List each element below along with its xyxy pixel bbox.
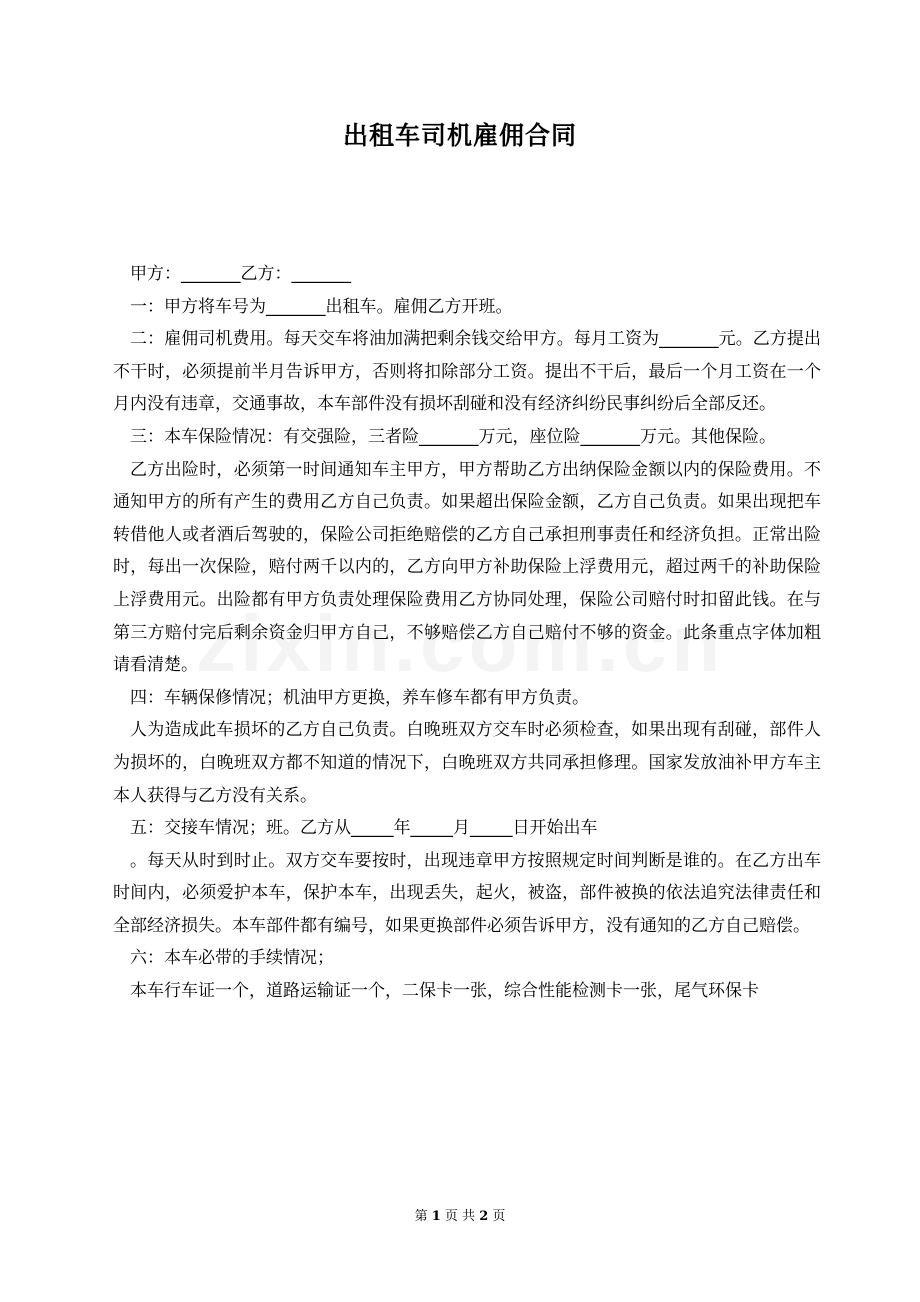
page-footer: [0, 1205, 920, 1224]
footer-current-page: 1: [431, 1209, 441, 1224]
clause-5: 五：交接车情况；班。乙方从_____年_____月_____日开始出车: [130, 818, 598, 839]
clause-4-detail: 人为造成此车损坏的乙方自己负责。白晚班双方交车时必须检查，如果出现有刮碰，部件人为损坏的，白晚班双方都不知道的情况下，白晚班双方共同承担修理。国家发放油补甲方车主本人获得与乙方没有关系。: [113, 720, 821, 806]
clause-3-detail: 乙方出险时，必须第一时间通知车主甲方，甲方帮助乙方出纳保险金额以内的保险费用。不通知甲方的所有产生的费用乙方自己负责。如果超出保险金额，乙方自己负责。如果出现把车转借他人或者酒后驾驶的，保险公司拒绝赔偿的乙方自己承担刑事责任和经济负担。正常出险时，每出一次保险，赔付两千以内的，乙方向甲方补助保险上浮费用元，超过两千的补助保险上浮费用元。出险都有甲方负责处理保险费用乙方协同处理，保险公司赔付时扣留此钱。在与第三方赔付完后剩余资金归甲方自己，不够赔偿乙方自己赔付不够的资金。此条重点字体加粗请看清楚。: [113, 459, 821, 676]
clause-3: 三：本车保险情况：有交强险，三者险_______万元，座位险_______万元。其他保险。: [130, 426, 776, 447]
document-title: 出租车司机雇佣合同: [342, 121, 577, 150]
footer-total-pages: 2: [479, 1209, 489, 1224]
clause-5-detail: 。每天从时到时止。双方交车要按时，出现违章甲方按照规定时间判断是谁的。在乙方出车时间内，必须爱护本车，保护本车，出现丢失，起火，被盗，部件被换的依法追究法律责任和全部经济损失。本车部件都有编号，如果更换部件必须告诉甲方，没有通知的乙方自己赔偿。: [113, 850, 821, 936]
clause-2: 二：雇佣司机费用。每天交车将油加满把剩余钱交给甲方。每月工资为_______元。乙方提出不干时，必须提前半月告诉甲方，否则将扣除部分工资。提出不干后，最后一个月工资在一个月内没有违章，交通事故，本车部件没有损坏刮碰和没有经济纠纷民事纠纷后全部反还。: [113, 329, 821, 415]
document-body: [113, 258, 821, 1008]
clause-4: 四：车辆保修情况；机油甲方更换，养车修车都有甲方负责。: [130, 687, 589, 708]
clause-6-detail: 本车行车证一个，道路运输证一个，二保卡一张，综合性能检测卡一张，尾气环保卡: [130, 981, 759, 1002]
footer-middle: 页 共: [444, 1209, 476, 1224]
footer-prefix: 第: [414, 1209, 428, 1224]
clause-6: 六：本车必带的手续情况；: [130, 948, 334, 969]
footer-suffix: 页: [492, 1209, 506, 1224]
clause-1: 一：甲方将车号为_______出租车。雇佣乙方开班。: [130, 296, 513, 317]
party-line: 甲方：_______乙方：_______: [130, 264, 351, 284]
